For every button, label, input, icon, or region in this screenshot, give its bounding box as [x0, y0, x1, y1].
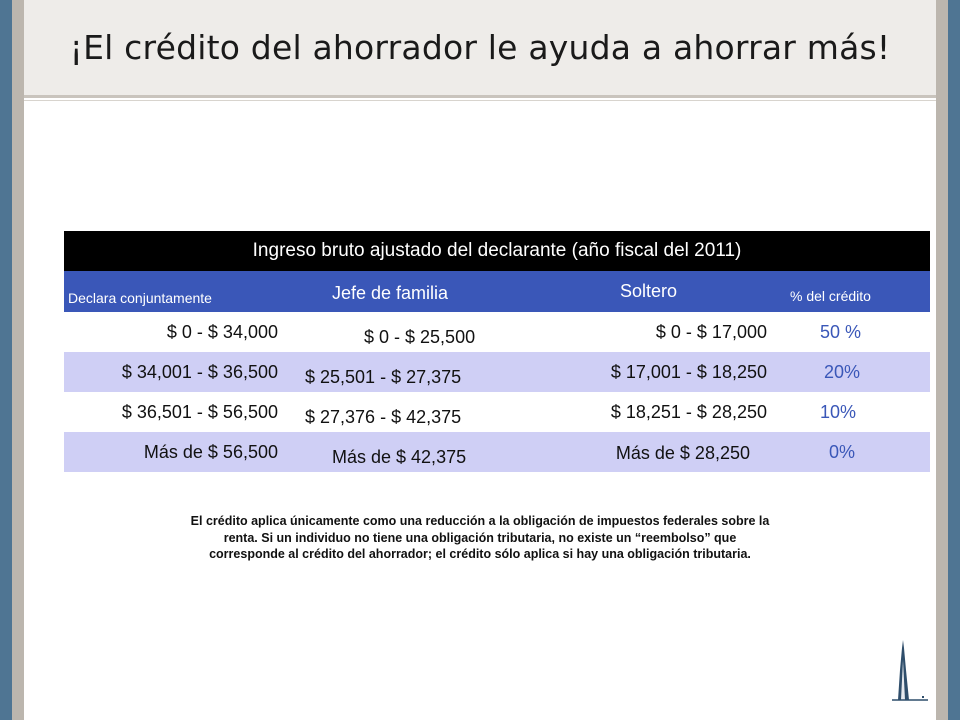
- cell-single: $ 0 - $ 17,000: [655, 322, 767, 342]
- cell-head-of-household: Más de $ 42,375: [332, 447, 467, 467]
- cell-credit-pct: 50 %: [820, 322, 862, 342]
- frame-left: [0, 0, 12, 720]
- cell-credit-pct: 10%: [820, 402, 857, 422]
- frame-right-inner: [936, 0, 948, 720]
- col-header-joint: Declara conjuntamente: [68, 290, 212, 306]
- cell-single: $ 17,001 - $ 18,250: [610, 362, 767, 382]
- credit-disclaimer: El crédito aplica únicamente como una reducción a la obligación de impuestos federales sobre la renta. Si un individuo no tiene una obligación tributaria, no existe un “reembolso” que corresponde al crédito del ahorrador; el crédito sólo aplica si hay una obligación tributaria.: [190, 514, 770, 561]
- table-column-headers: [64, 271, 930, 312]
- credit-table: [64, 231, 930, 472]
- col-header-head-of-household: Jefe de familia: [332, 283, 449, 303]
- frame-right: [948, 0, 960, 720]
- tower-logo-icon: [888, 640, 944, 707]
- cell-joint: $ 0 - $ 34,000: [166, 322, 278, 342]
- cell-single: $ 18,251 - $ 28,250: [610, 402, 767, 422]
- cell-credit-pct: 20%: [824, 362, 861, 382]
- cell-credit-pct: 0%: [829, 442, 856, 462]
- title-divider: [24, 95, 936, 98]
- cell-single: Más de $ 28,250: [615, 443, 750, 463]
- table-row: [64, 392, 930, 432]
- table-row: [64, 312, 930, 352]
- table-header-main: Ingreso bruto ajustado del declarante (año fiscal del 2011): [64, 231, 930, 271]
- cell-head-of-household: $ 25,501 - $ 27,375: [305, 367, 462, 387]
- cell-joint: Más de $ 56,500: [143, 442, 278, 462]
- table-row: [64, 432, 930, 472]
- slide-title: ¡El crédito del ahorrador le ayuda a ahorrar más!: [69, 28, 891, 67]
- cell-head-of-household: $ 27,376 - $ 42,375: [305, 407, 462, 427]
- title-band: [24, 0, 936, 98]
- table-row: [64, 352, 930, 392]
- cell-head-of-household: $ 0 - $ 25,500: [364, 327, 476, 347]
- col-header-credit-pct: % del crédito: [790, 288, 871, 304]
- title-divider-thin: [24, 100, 936, 101]
- cell-joint: $ 36,501 - $ 56,500: [121, 402, 278, 422]
- cell-joint: $ 34,001 - $ 36,500: [121, 362, 278, 382]
- frame-left-inner: [12, 0, 24, 720]
- col-header-single: Soltero: [620, 281, 678, 301]
